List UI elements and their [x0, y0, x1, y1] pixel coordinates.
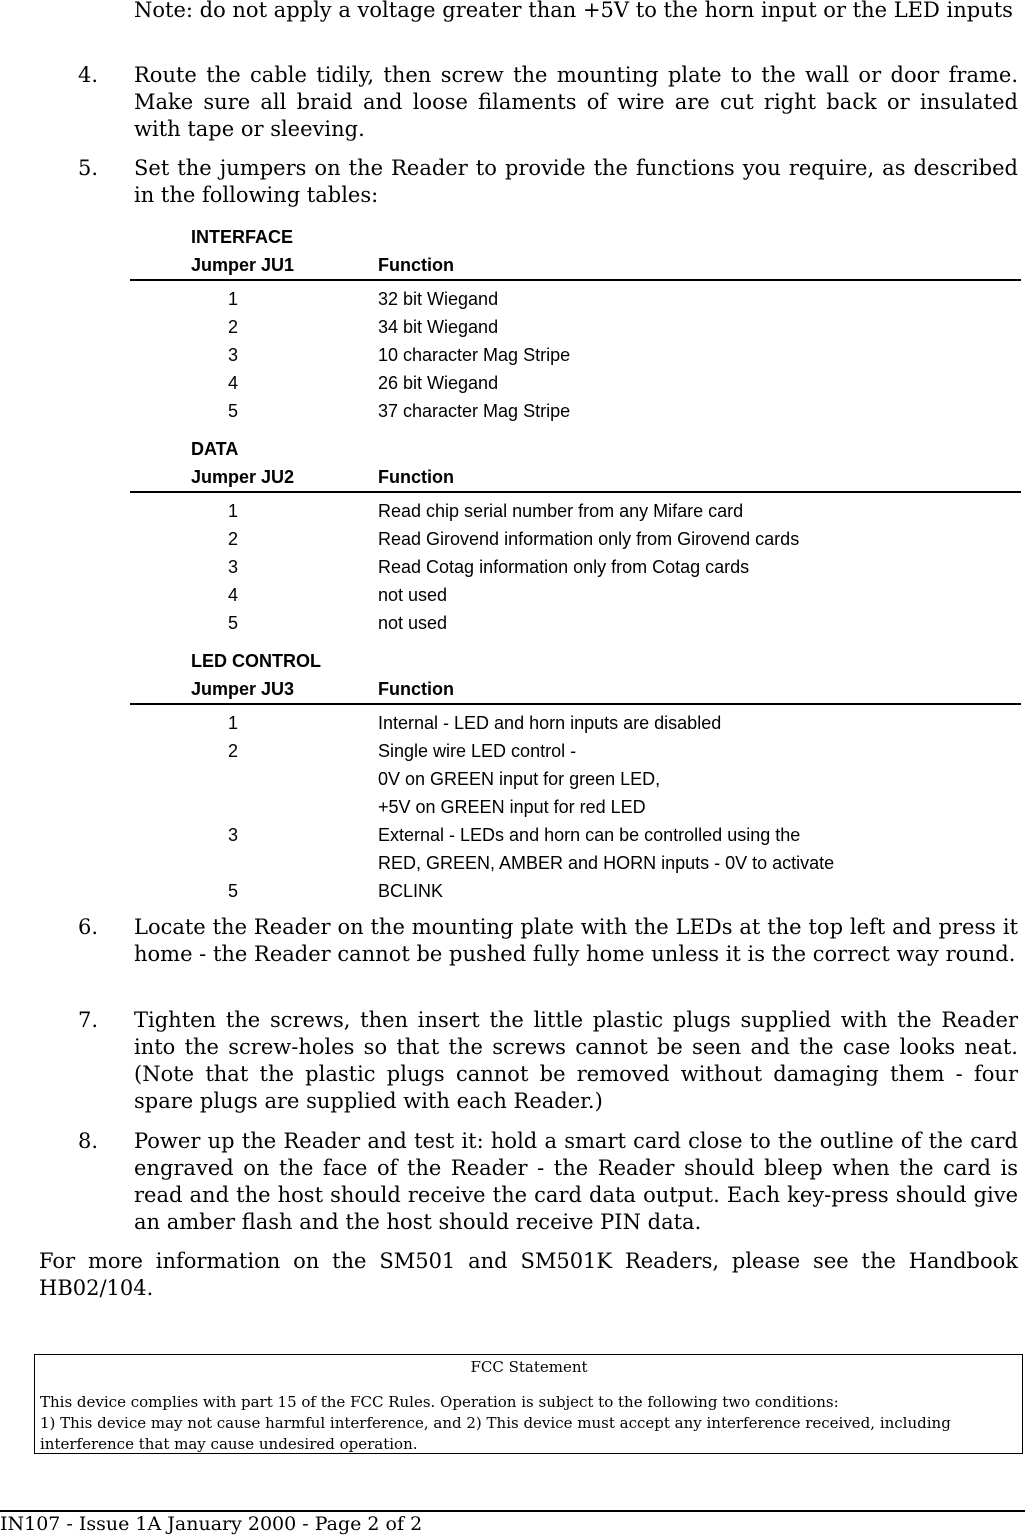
- step-text: Set the jumpers on the Reader to provide the functions you require, as described in the following tables:: [134, 156, 1018, 207]
- step-8: [78, 1128, 1018, 1236]
- function-cell: Read Cotag information only from Cotag cards: [378, 557, 750, 577]
- function-cell: 26 bit Wiegand: [378, 373, 499, 393]
- function-cell: BCLINK: [378, 881, 444, 901]
- more-info-paragraph: For more information on the SM501 and SM501K Readers, please see the Handbook HB02/104.: [39, 1249, 1018, 1300]
- voltage-note: Note: do not apply a voltage greater than +5V to the horn input or the LED inputs: [134, 0, 1013, 22]
- jumper-cell: 2: [228, 317, 239, 337]
- step-text: Route the cable tidily, then screw the mounting plate to the wall or door frame. Make sure all braid and loose filaments of wire are cut right back or insulated with tape or sleeving.: [134, 63, 1018, 141]
- step-number: 8.: [78, 1129, 99, 1153]
- table-row: [130, 369, 1021, 397]
- led-control-table: [130, 647, 1021, 905]
- column-function: Function: [378, 467, 454, 487]
- table-row: [130, 553, 1021, 581]
- function-cell: 37 character Mag Stripe: [378, 401, 571, 421]
- table-header: [130, 251, 1021, 281]
- function-cell: Read Girovend information only from Girovend cards: [378, 529, 800, 549]
- function-cell: Internal - LED and horn inputs are disabled: [378, 713, 722, 733]
- table-row: [130, 341, 1021, 369]
- function-cell: not used: [378, 613, 448, 633]
- table-row: [130, 525, 1021, 553]
- table-row: [130, 793, 1021, 821]
- table-row: [130, 821, 1021, 849]
- step-6: [78, 914, 1018, 968]
- table-row: [130, 609, 1021, 637]
- table-row: [130, 737, 1021, 765]
- table-row: [130, 765, 1021, 793]
- table-title: INTERFACE: [191, 227, 294, 247]
- jumper-cell: 5: [228, 881, 239, 901]
- fcc-line-1: This device complies with part 15 of the FCC Rules. Operation is subject to the following two conditions:: [40, 1393, 839, 1411]
- column-function: Function: [378, 679, 454, 699]
- table-row: [130, 581, 1021, 609]
- jumper-cell: 3: [228, 825, 239, 845]
- table-title: LED CONTROL: [191, 651, 321, 671]
- step-number: 5.: [78, 156, 99, 180]
- jumper-cell: 2: [228, 529, 239, 549]
- jumper-cell: 4: [228, 373, 239, 393]
- step-number: 7.: [78, 1008, 99, 1032]
- table-row: [130, 709, 1021, 737]
- step-5: [78, 155, 1018, 209]
- table-header: [130, 463, 1021, 493]
- jumper-cell: 5: [228, 613, 239, 633]
- function-cell: Read chip serial number from any Mifare card: [378, 501, 744, 521]
- table-row: [130, 397, 1021, 425]
- step-number: 4.: [78, 63, 99, 87]
- column-function: Function: [378, 255, 454, 275]
- data-table: [130, 435, 1021, 637]
- column-jumper: Jumper JU1: [191, 255, 295, 275]
- step-text: Tighten the screws, then insert the little plastic plugs supplied with the Reader into the screw-holes so that the screws cannot be seen and the case looks neat. (Note that the plastic plugs cannot be removed without damaging them - four spare plugs are supplied with each Reader.): [134, 1008, 1018, 1113]
- step-text: Locate the Reader on the mounting plate with the LEDs at the top left and press it home - the Reader cannot be pushed fully home unless it is the correct way round.: [134, 915, 1018, 966]
- function-cell: RED, GREEN, AMBER and HORN inputs - 0V to activate: [378, 853, 835, 873]
- table-row: [130, 313, 1021, 341]
- function-cell: +5V on GREEN input for red LED: [378, 797, 646, 817]
- jumper-cell: 3: [228, 345, 239, 365]
- jumper-cell: 4: [228, 585, 239, 605]
- function-cell: 34 bit Wiegand: [378, 317, 499, 337]
- column-jumper: Jumper JU2: [191, 467, 295, 487]
- jumper-cell: 1: [228, 501, 239, 521]
- function-cell: not used: [378, 585, 448, 605]
- table-row: [130, 497, 1021, 525]
- jumper-cell: 1: [228, 289, 239, 309]
- interface-table: [130, 223, 1021, 425]
- table-row: [130, 285, 1021, 313]
- jumper-cell: 2: [228, 741, 239, 761]
- jumper-cell: 1: [228, 713, 239, 733]
- jumper-cell: 5: [228, 401, 239, 421]
- fcc-line-2: 1) This device may not cause harmful interference, and 2) This device must accept any interference received, including interference that may cause undesired operation.: [40, 1414, 951, 1453]
- table-row: [130, 877, 1021, 905]
- function-cell: 0V on GREEN input for green LED,: [378, 769, 661, 789]
- step-4: [78, 62, 1018, 143]
- page-footer: IN107 - Issue 1A January 2000 - Page 2 of 2: [0, 1513, 423, 1535]
- fcc-statement-box: [34, 1354, 1023, 1454]
- column-jumper: Jumper JU3: [191, 679, 295, 699]
- table-row: [130, 849, 1021, 877]
- step-number: 6.: [78, 915, 99, 939]
- step-text: Power up the Reader and test it: hold a smart card close to the outline of the card engraved on the face of the Reader - the Reader should bleep when the card is read and the host should receive the card data output. Each key-press should give an amber flash and the host should receive PIN data.: [134, 1129, 1018, 1234]
- function-cell: 32 bit Wiegand: [378, 289, 499, 309]
- function-cell: Single wire LED control -: [378, 741, 577, 761]
- function-cell: 10 character Mag Stripe: [378, 345, 571, 365]
- table-header: [130, 675, 1021, 705]
- jumper-cell: 3: [228, 557, 239, 577]
- table-title: DATA: [191, 439, 239, 459]
- fcc-title: FCC Statement: [470, 1358, 588, 1376]
- function-cell: External - LEDs and horn can be controlled using the: [378, 825, 801, 845]
- step-7: [78, 1007, 1018, 1115]
